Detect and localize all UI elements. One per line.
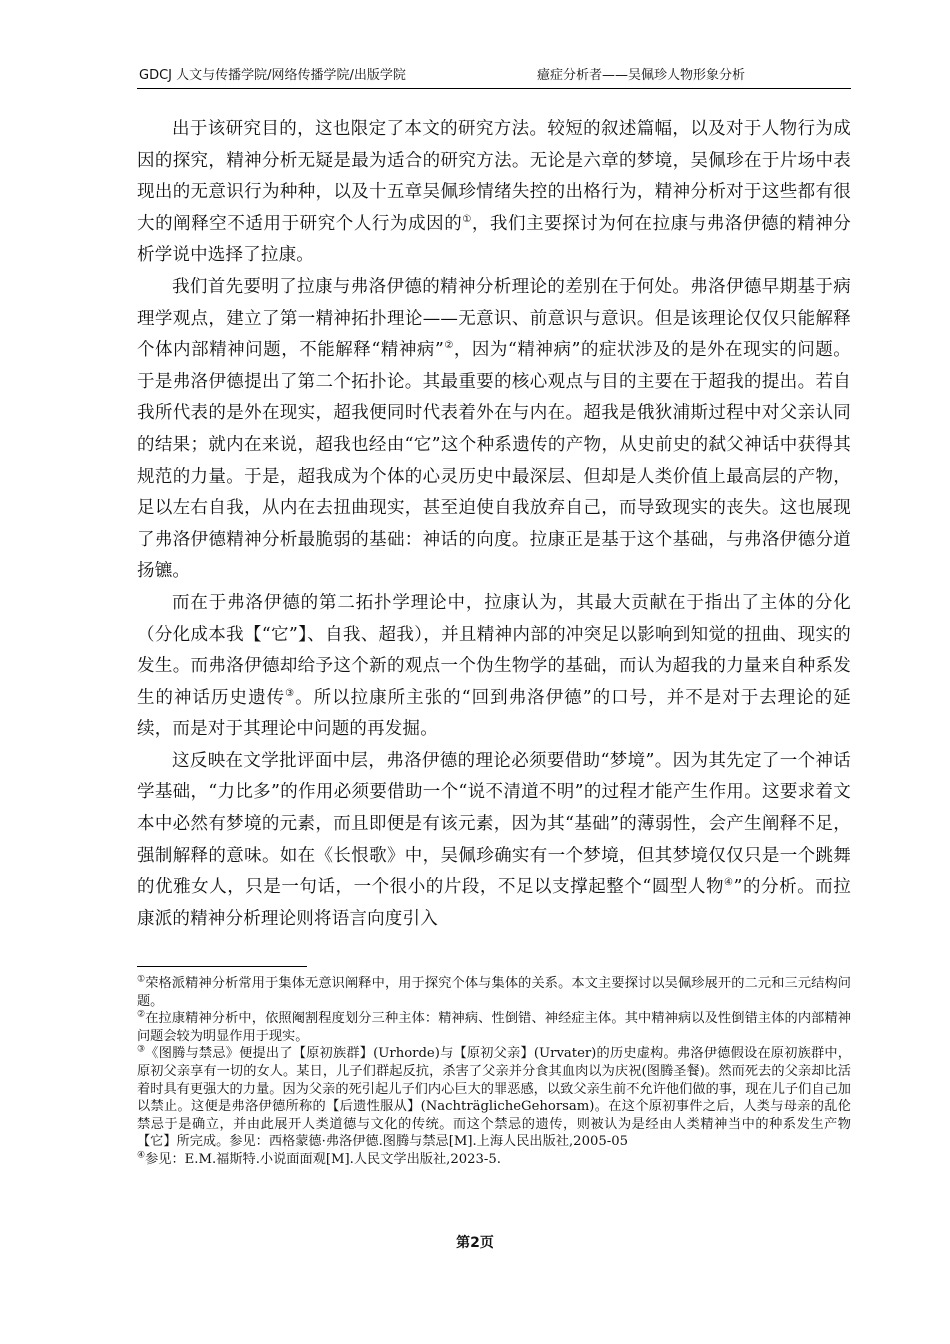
page-header [137, 66, 851, 89]
footnote-divider [137, 966, 307, 967]
footnote: ②在拉康精神分析中，依照阉割程度划分三种主体：精神病、性倒错、神经症主体。其中精神病以及性倒错主体的内部精神问题会较为明显作用于现实。 [137, 1009, 851, 1044]
paragraph: 我们首先要明了拉康与弗洛伊德的精神分析理论的差别在于何处。弗洛伊德早期基于病理学观点，建立了第一精神拓扑理论——无意识、前意识与意识。但是该理论仅仅只能解释个体内部精神问题，不能解释“精神病”②，因为“精神病”的症状涉及的是外在现实的问题。于是弗洛伊德提出了第二个拓扑论。其最重要的核心观点与目的主要在于超我的提出。若自我所代表的是外在现实，超我便同时代表着外在与内在。超我是俄狄浦斯过程中对父亲认同的结果；就内在来说，超我也经由“它”这个种系遗传的产物，从史前史的弑父神话中获得其规范的力量。于是，超我成为个体的心灵历史中最深层、但却是人类价值上最高层的产物，足以左右自我，从内在去扭曲现实，甚至迫使自我放弃自己，而导致现实的丧失。这也展现了弗洛伊德精神分析最脆弱的基础：神话的向度。拉康正是基于这个基础，与弗洛伊德分道扬镳。 [137, 276, 852, 582]
header-left-text: GDCJ 人文与传播学院/网络传播学院/出版学院 [139, 68, 406, 83]
footnote: ④参见：E.M.福斯特.小说面面观[M].人民文学出版社,2023-5. [137, 1150, 501, 1167]
body-text [137, 114, 851, 935]
footnote-ref[interactable]: ④ [724, 877, 734, 889]
footnote-ref[interactable]: ③ [285, 687, 296, 699]
page-number: 第2页 [456, 1235, 494, 1251]
footnotes [137, 975, 851, 1169]
paragraph: 出于该研究目的，这也限定了本文的研究方法。较短的叙述篇幅，以及对于人物行为成因的探究，精神分析无疑是最为适合的研究方法。无论是六章的梦境，吴佩珍在于片场中表现出的无意识行为种种，以及十五章吴佩珍情绪失控的出格行为，精神分析对于这些都有很大的阐释空不适用于研究个人行为成因的①，我们主要探讨为何在拉康与弗洛伊德的精神分析学说中选择了拉康。 [137, 119, 852, 266]
header-right-title: 癔症分析者——吴佩珍人物形象分析 [537, 68, 746, 83]
footnote-ref[interactable]: ② [444, 340, 454, 352]
footnote: ①荣格派精神分析常用于集体无意识阐释中，用于探究个体与集体的关系。本文主要探讨以吴佩珍展开的二元和三元结构问题。 [137, 974, 851, 1009]
footnote-ref[interactable]: ① [462, 213, 472, 225]
paragraph: 这反映在文学批评面中层，弗洛伊德的理论必须要借助“梦境”。因为其先定了一个神话学基础，“力比多”的作用必须要借助一个“说不清道不明”的过程才能产生作用。这要求着文本中必然有梦境的元素，而且即便是有该元素，因为其“基础”的薄弱性，会产生阐释不足，强制解释的意味。如在《长恨歌》中，吴佩珍确实有一个梦境，但其梦境仅仅只是一个跳舞的优雅女人，只是一句话，一个很小的片段，不足以支撑起整个“圆型人物④”的分析。而拉康派的精神分析理论则将语言向度引入 [137, 750, 851, 929]
paragraph: 而在于弗洛伊德的第二拓扑学理论中，拉康认为，其最大贡献在于指出了主体的分化（分化成本我【“它”】、自我、超我），并且精神内部的冲突足以影响到知觉的扭曲、现实的发生。而弗洛伊德却给予这个新的观点一个伪生物学的基础，而认为超我的力量来自种系发生的神话历史遗传③。所以拉康所主张的“回到弗洛伊德”的口号，并不是对于去理论的延续，而是对于其理论中问题的再发掘。 [137, 592, 851, 740]
footnote: ③《图腾与禁忌》便提出了【原初族群】(Urhorde)与【原初父亲】(Urvater)的历史虚构。弗洛伊德假设在原初族群中，原初父亲享有一切的女人。某日，儿子们群起反抗，杀害了父亲并分食其血肉以为庆祝(图腾圣餐)。然而死去的父亲却比活着时具有更强大的力量。因为父亲的死引起儿子们内心巨大的罪恶感，以致父亲生前不允许他们做的事，现在儿子们自己加以禁止。这便是弗洛伊德所称的【后遗性服从】(NachträglicheGehorsam)。在这个原初事件之后，人类与母亲的乱伦禁忌于是确立，并由此展开人类道德与文化的传统。而这个禁忌的遗传，则被认为是经由人类精神当中的种系发生产物【它】所完成。参见：西格蒙德·弗洛伊德.图腾与禁忌[M].上海人民出版社,2005-05 [137, 1044, 851, 1150]
